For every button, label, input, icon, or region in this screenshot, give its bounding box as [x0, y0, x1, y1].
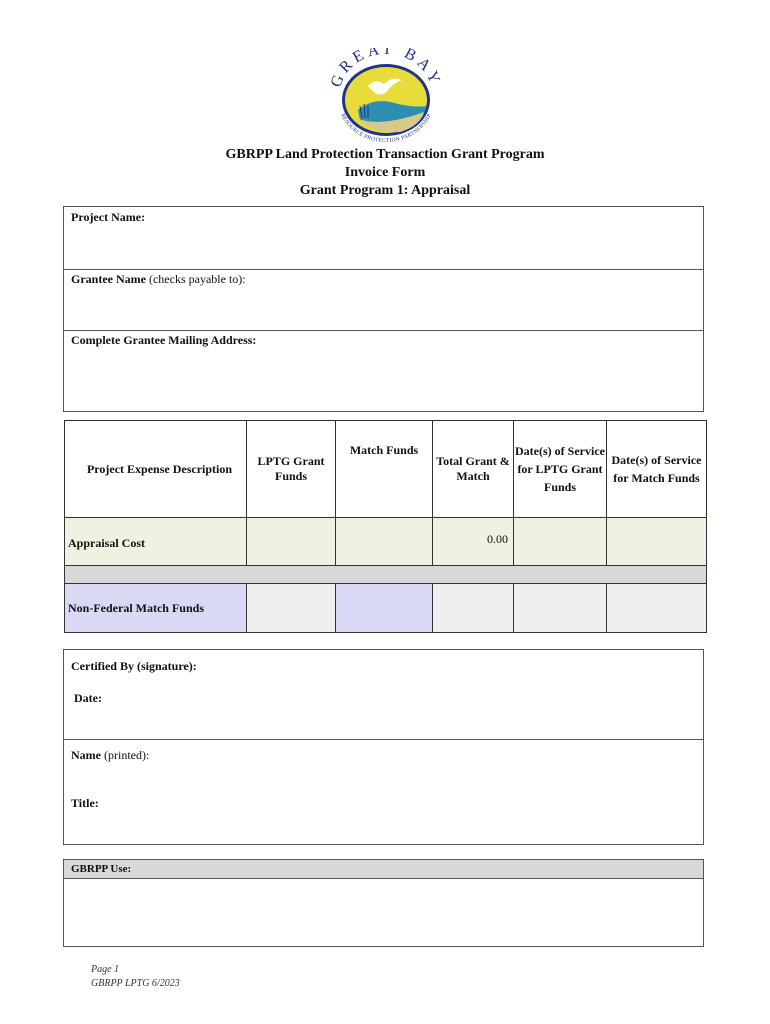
form-code: GBRPP LPTG 6/2023	[91, 978, 180, 989]
table-header-row	[65, 421, 707, 518]
logo-sub-text: RESOURCE PROTECTION PARTNERSHIP	[339, 112, 433, 144]
form-subtitle: Invoice Form	[344, 165, 426, 180]
expense-table	[64, 420, 707, 633]
nonfederal-lptg-cell[interactable]	[247, 584, 336, 633]
certified-by-label: Certified By (signature):	[71, 659, 197, 673]
printed-name-section	[64, 739, 703, 844]
nonfederal-match-cell[interactable]	[336, 584, 433, 633]
signature-section	[64, 650, 703, 740]
project-name-field[interactable]	[64, 207, 703, 270]
separator-row	[65, 566, 707, 584]
header-dates-match: Date(s) of Service for Match Funds	[607, 421, 707, 518]
appraisal-match-cell[interactable]	[336, 518, 433, 566]
mailing-address-field[interactable]	[64, 330, 703, 411]
grantee-info-box	[63, 206, 704, 412]
gbrpp-use-field[interactable]	[64, 879, 703, 945]
certification-box	[63, 649, 704, 845]
nonfederal-dates-lptg-cell[interactable]	[514, 584, 607, 633]
grantee-name-field[interactable]	[64, 269, 703, 331]
project-name-label: Project Name:	[71, 210, 146, 224]
gbrpp-use-label: GBRPP Use:	[64, 860, 703, 879]
logo-arc-text: GREAT BAY	[328, 48, 444, 90]
header-lptg: LPTG Grant Funds	[247, 421, 336, 518]
name-note: (printed):	[104, 748, 150, 762]
mailing-address-label: Complete Grantee Mailing Address:	[71, 333, 257, 347]
nonfederal-total-cell[interactable]	[433, 584, 514, 633]
gbrpp-use-box	[63, 859, 704, 947]
table-row	[65, 566, 707, 584]
table-row	[65, 518, 707, 566]
appraisal-dates-match-cell[interactable]	[607, 518, 707, 566]
program-title: Grant Program 1: Appraisal	[299, 183, 471, 198]
name-label: Name	[71, 748, 101, 762]
great-bay-logo	[328, 48, 444, 144]
header-dates-lptg: Date(s) of Service for LPTG Grant Funds	[514, 421, 607, 518]
page-number: Page 1	[91, 964, 120, 975]
logo-graphic	[328, 48, 444, 144]
header-description: Project Expense Description	[65, 421, 247, 518]
table-row	[65, 584, 707, 633]
appraisal-lptg-cell[interactable]	[247, 518, 336, 566]
nonfederal-dates-match-cell[interactable]	[607, 584, 707, 633]
appraisal-cost-label: Appraisal Cost	[65, 518, 247, 566]
date-label: Date:	[74, 691, 102, 705]
non-federal-match-label: Non-Federal Match Funds	[65, 584, 247, 633]
grantee-name-label: Grantee Name	[71, 272, 146, 286]
appraisal-total-cell: 0.00	[433, 518, 514, 566]
header-total: Total Grant & Match	[433, 421, 514, 518]
header-match: Match Funds	[336, 421, 433, 518]
title-label: Title:	[71, 796, 99, 810]
grantee-name-note: (checks payable to):	[148, 272, 246, 286]
form-title: GBRPP Land Protection Transaction Grant Program	[225, 147, 545, 162]
appraisal-dates-lptg-cell[interactable]	[514, 518, 607, 566]
